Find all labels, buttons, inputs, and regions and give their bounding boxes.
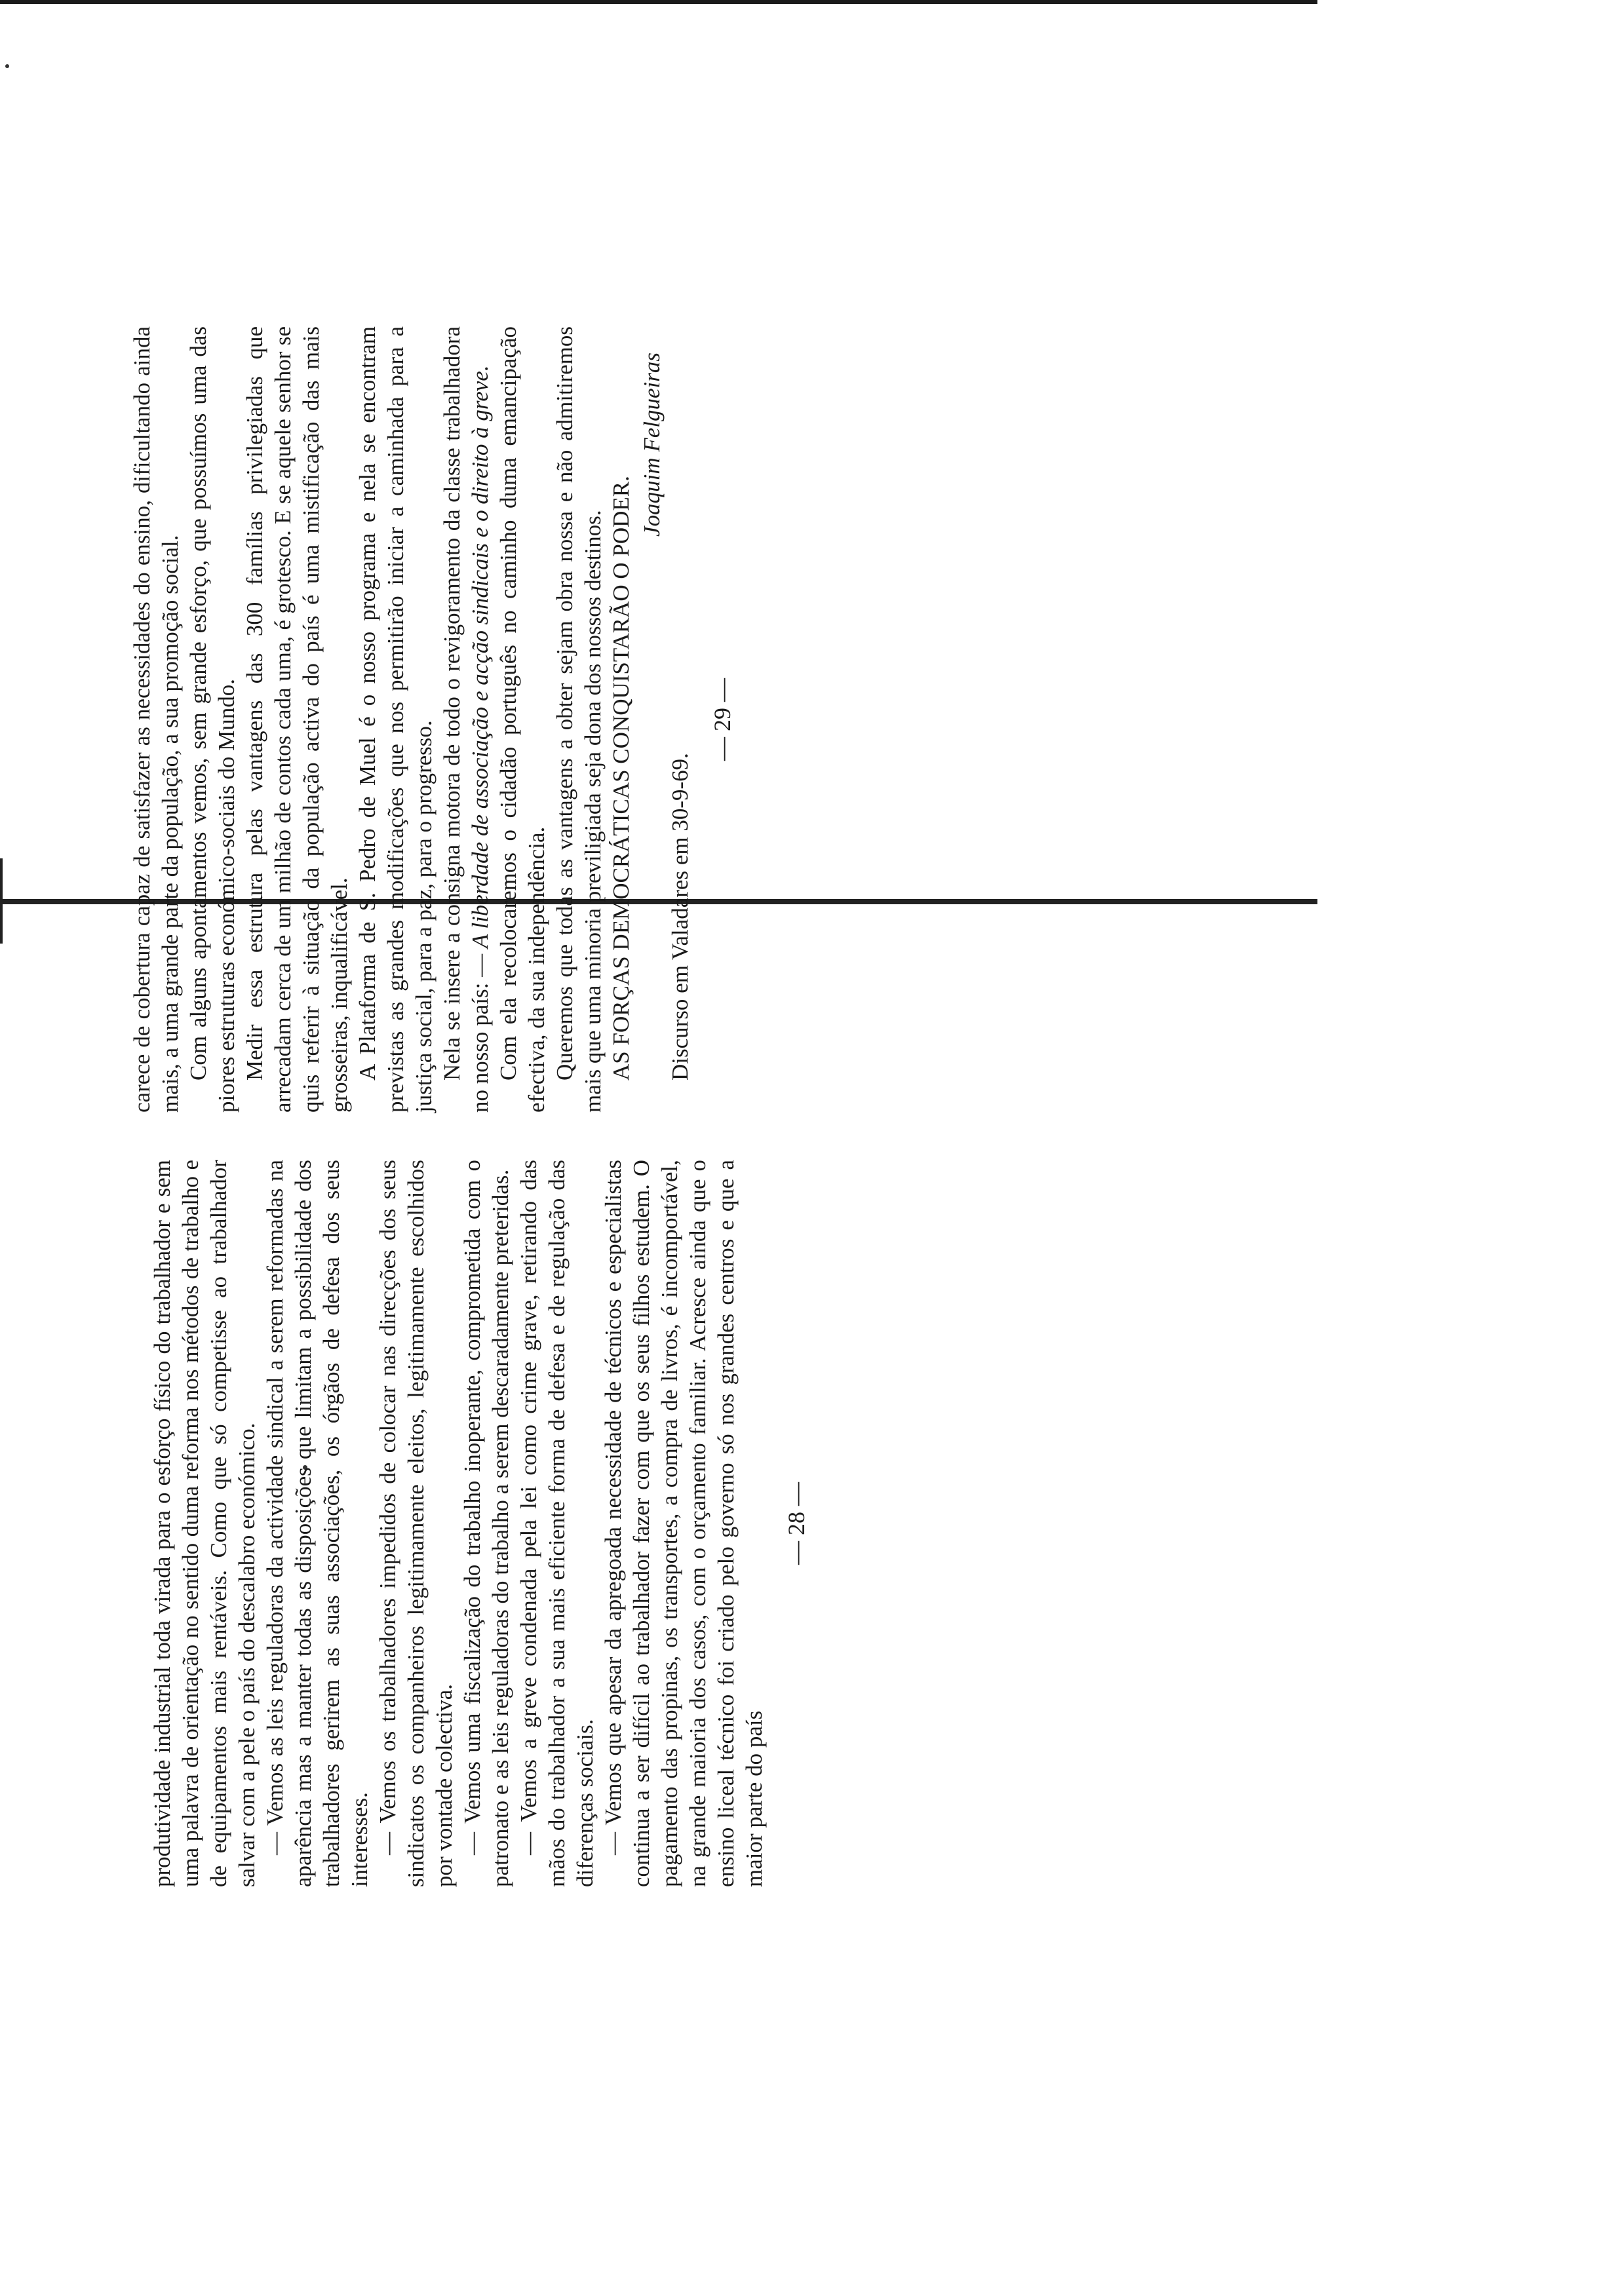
scan-speck [5, 64, 9, 68]
paragraph: — Vemos que apesar da apregoada necessidade de técnicos e especialistas continua a ser difícil ao trabalhador fazer com que os seus filhos estudem. O pagamento das propinas, os transportes, a compra de livros, é incomportável, na grande maioria dos casos, com o orçamento familiar. Acresce ainda que o ensino liceal técnico foi criado pelo governo só nos grandes centros e que a maior parte do país [600, 1160, 767, 1887]
author-signature: Joaquim Felgueiras [639, 353, 665, 537]
paragraph: Medir essa estrutura pelas vantagens das 300 famílias privilegiadas que arrecadam cerca de um milhão de contos cada uma, é grotesco. E se aquele senhor se quis referir à situação da população activa do país é uma mistificação das mais grosseiras, inqualificável. [242, 326, 352, 1113]
paragraph [438, 326, 494, 1113]
scan-top-rule [0, 0, 1317, 4]
paragraph: Com alguns apontamentos vemos, sem grande esforço, que possuímos uma das piores estruturas económico-sociais do Mundo. [185, 326, 239, 1113]
paragraph: carece de cobertura capaz de satisfazer as necessidades do ensino, dificultando ainda mais, a uma grande parte da população, a sua promoção social. [129, 326, 183, 1113]
speech-dateline: Discurso em Valadares em 30-9-69. [667, 753, 693, 1081]
page-29 [128, 326, 1150, 1113]
scan-left-edge [0, 858, 3, 944]
paragraph: — Vemos uma fiscalização do trabalho inoperante, comprometida com o patronato e as leis reguladoras do trabalho a serem descaradamente preteridas. [459, 1160, 513, 1887]
paragraph-emphasis: A liberdade de associação e acção sindicais e o direito à greve. [467, 365, 493, 949]
page-number: — 29 — [709, 678, 735, 761]
paragraph: Com ela recolocaremos o cidadão português no caminho duma emancipação efectiva, da sua independência. [496, 326, 549, 1113]
paragraph: Queremos que todas as vantagens a obter sejam obra nossa e não admitiremos mais que uma minoria previligiada seja dona dos nossos destinos. [552, 326, 606, 1113]
paragraph: produtividade industrial toda virada para o esforço físico do trabalhador e sem uma palavra de orientação no sentido duma reforma nos métodos de trabalho e de equipamentos mais rentáveis. Como que só competisse ao trabalhador salvar com a pele o país do descalabro económico. [149, 1160, 260, 1887]
page-28 [148, 1160, 1131, 1887]
closing-slogan: AS FORÇAS DEMOCRÁTICAS CONQUISTARÃO O PODER. [608, 476, 634, 1081]
page-number: — 28 — [783, 1482, 809, 1565]
paragraph: — Vemos os trabalhadores impedidos de colocar nas direcções dos seus sindicatos os companheiros legitimamente eleitos, legitimamente escolhidos por vontade colectiva. [375, 1160, 457, 1887]
paragraph-text: Nela se insere a consigna motora de todo o revigoramento da classe trabalhadora no nosso país: — [439, 326, 493, 1113]
paragraph: A Plataforma de S. Pedro de Muel é o nosso programa e nela se encontram previstas as grandes modificações que nos permitirão iniciar a caminhada para a justiça social, para a paz, para o progresso. [355, 326, 437, 1113]
paragraph: — Vemos as leis reguladoras da actividade sindical a serem reformadas na aparência mas a manter todas as disposições que limitam a possibilidade dos trabalhadores gerirem as suas associações, os órgãos de defesa dos seus interesses. [262, 1160, 372, 1887]
paragraph: — Vemos a greve condenada pela lei como crime grave, retirando das mãos do trabalhador a sua mais eficiente forma de defesa e de regulação das diferenças sociais. [516, 1160, 598, 1887]
